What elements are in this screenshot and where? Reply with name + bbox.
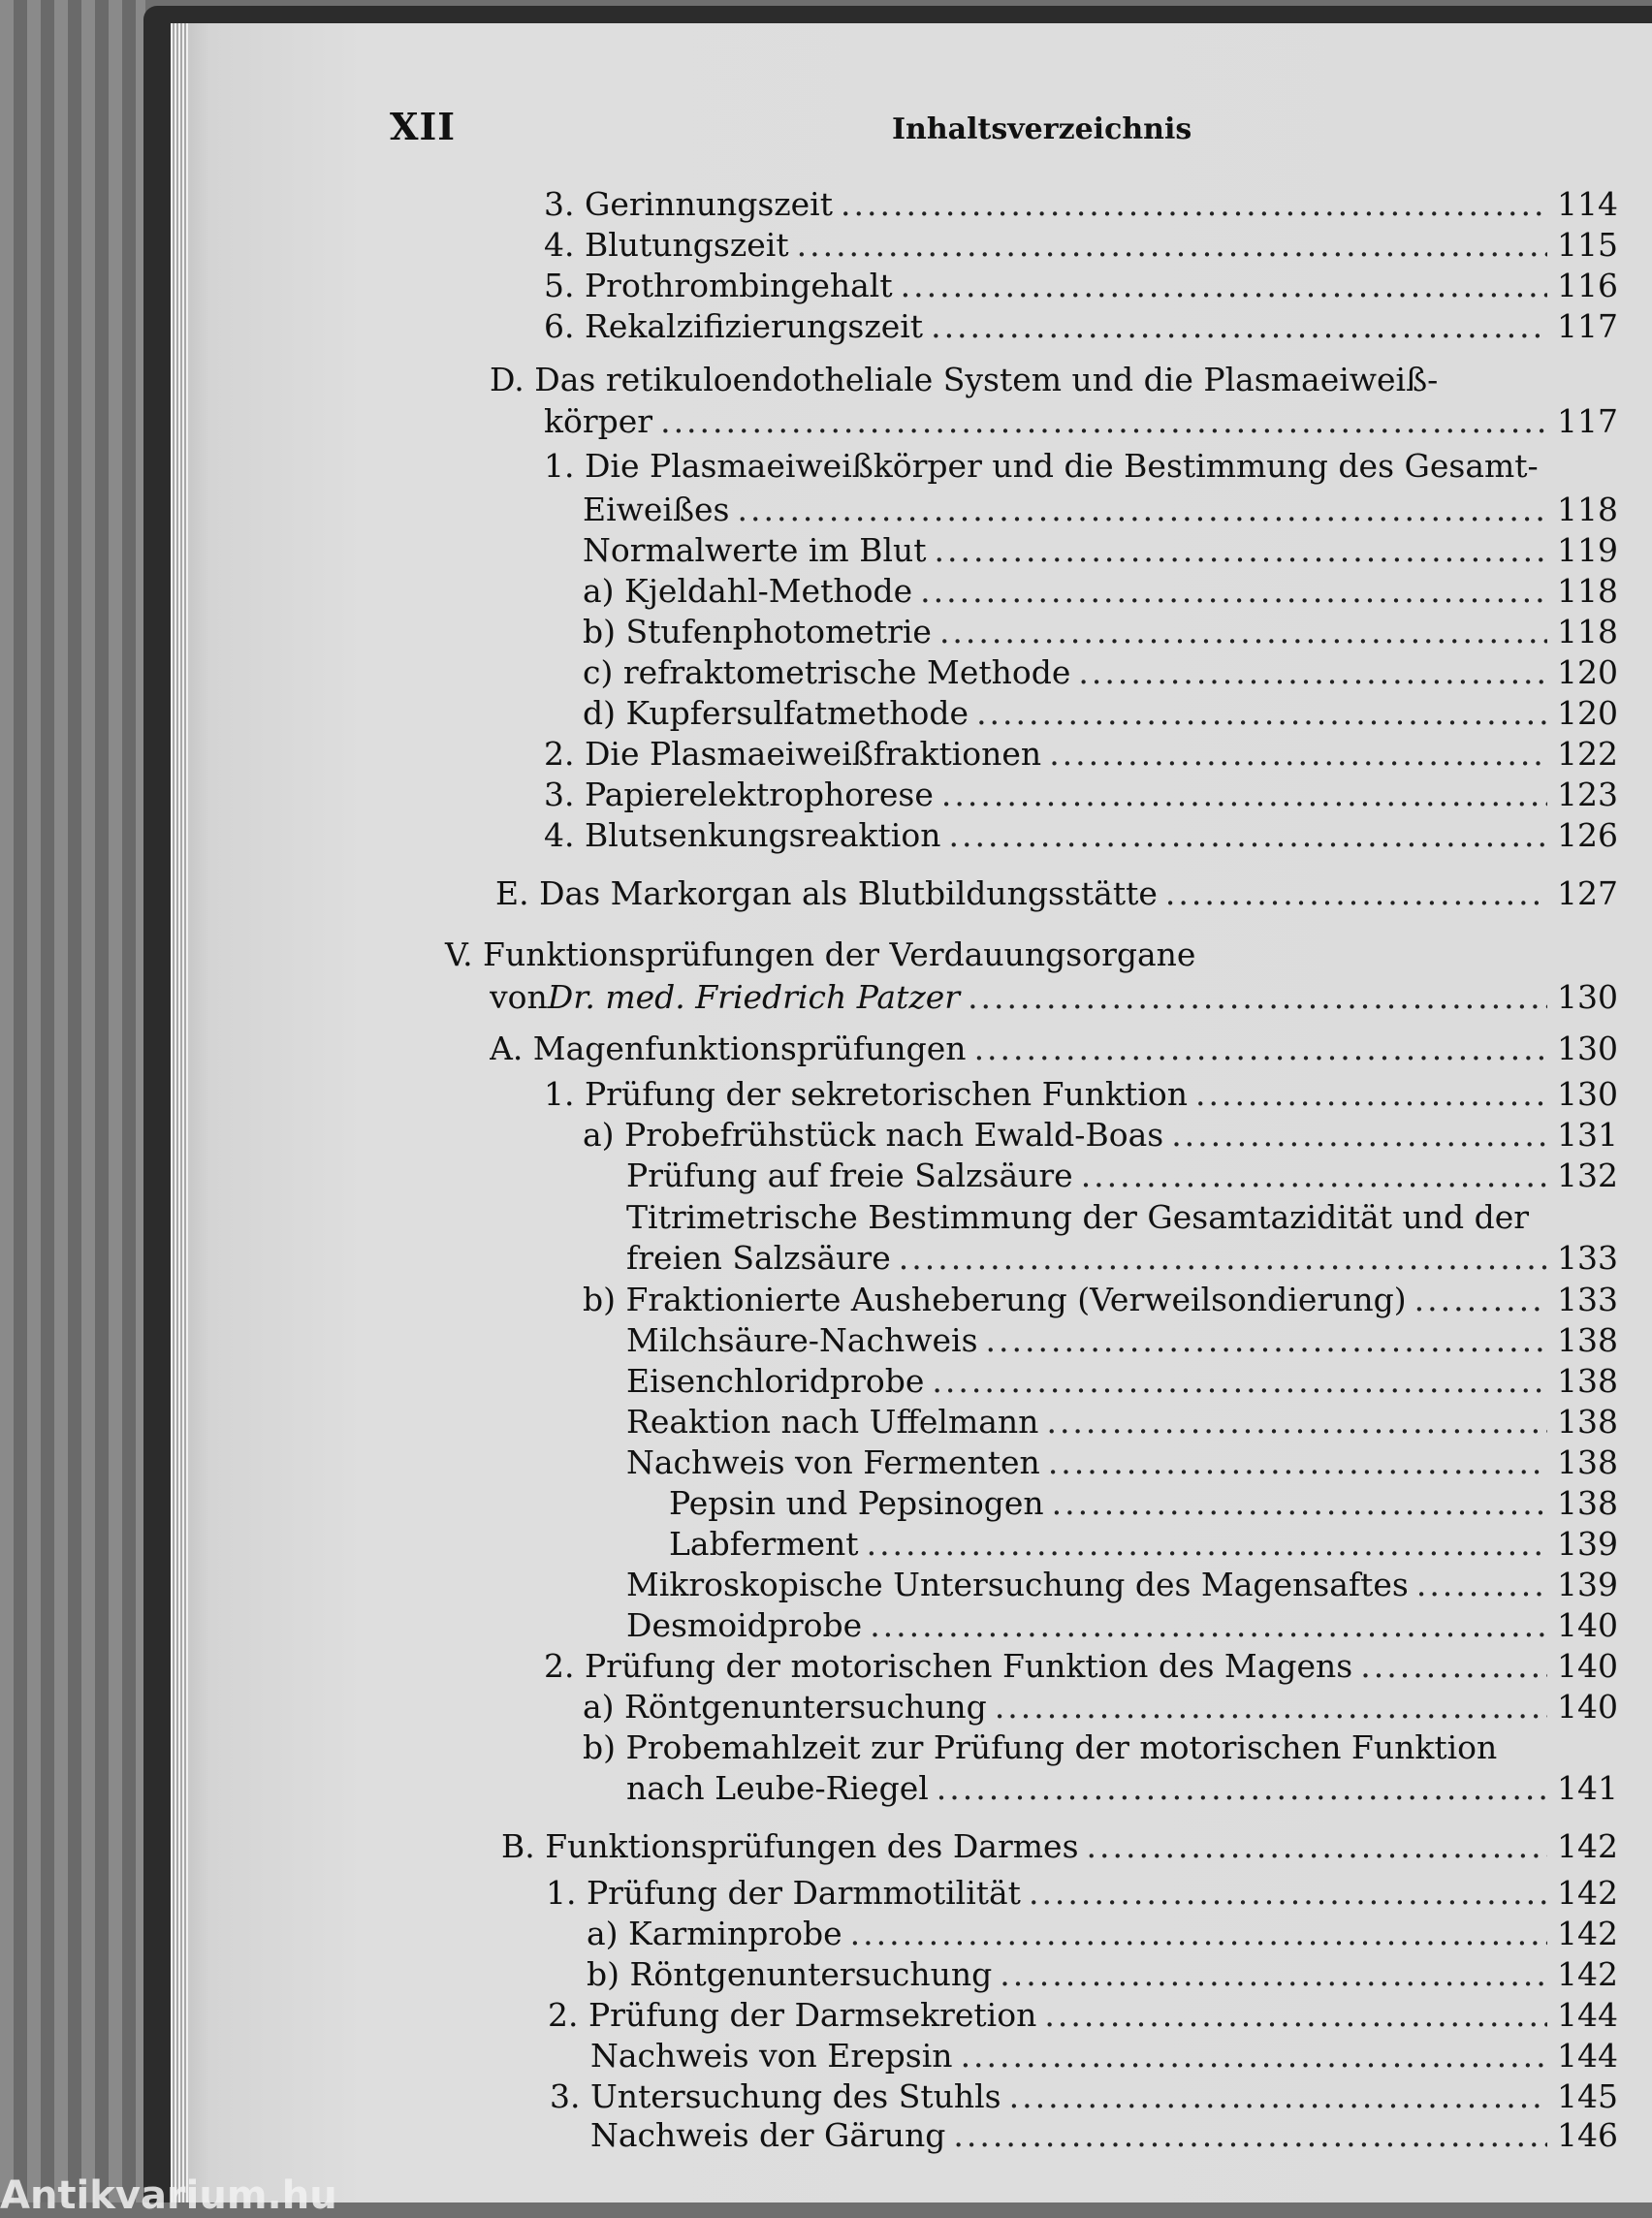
- dot-leader: [850, 1914, 1547, 1954]
- dot-leader: [968, 977, 1547, 1018]
- dot-leader: [949, 815, 1548, 856]
- toc-entry: [626, 1605, 1618, 1646]
- dot-leader: [953, 2115, 1547, 2156]
- toc-entry-page: 139: [1557, 1566, 1618, 1603]
- toc-entry-page: 115: [1557, 226, 1618, 264]
- dot-leader: [1081, 1156, 1547, 1196]
- page-number: XII: [390, 105, 457, 148]
- toc-entry-page: 130: [1557, 1075, 1618, 1113]
- toc-entry-title: 2. Prüfung der motorischen Funktion des Magens: [544, 1647, 1353, 1685]
- toc-entry-page: 130: [1557, 978, 1618, 1016]
- toc-entry: [583, 1280, 1618, 1320]
- toc-entry: [544, 266, 1618, 306]
- toc-chapter-heading: V. Funktionsprüfungen der Verdauungsorgane: [445, 935, 1196, 973]
- dot-leader: [1078, 652, 1547, 693]
- toc-entry-page: 144: [1557, 2037, 1618, 2075]
- toc-entry: [583, 1687, 1618, 1727]
- toc-entry: [546, 1873, 1618, 1914]
- toc-entry-title: 1. Prüfung der sekretorischen Funktion: [544, 1075, 1188, 1113]
- toc-entry-page: 120: [1557, 653, 1618, 691]
- toc-entry: [626, 1238, 1618, 1279]
- toc-entry: [590, 2036, 1618, 2076]
- toc-entry: [626, 1361, 1618, 1402]
- toc-entry: [544, 815, 1618, 856]
- toc-entry: [548, 1995, 1618, 2036]
- dot-leader: [1000, 1954, 1547, 1995]
- dot-leader: [1171, 1115, 1547, 1156]
- toc-entry: [583, 571, 1618, 612]
- toc-entry-title: c) refraktometrische Methode: [583, 653, 1071, 691]
- toc-entry-title: 2. Die Plasmaeiweißfraktionen: [544, 735, 1042, 773]
- toc-entry-title: 6. Rekalzifizierungszeit: [544, 307, 924, 345]
- toc-entry: [544, 306, 1618, 347]
- running-title: Inhaltsverzeichnis: [892, 112, 1192, 146]
- toc-section-entry: [501, 1826, 1618, 1867]
- dot-leader: [920, 571, 1547, 612]
- dot-leader: [1044, 1995, 1547, 2036]
- toc-entry-title: a) Probefrühstück nach Ewald-Boas: [583, 1116, 1164, 1154]
- toc-entry-page: 118: [1557, 613, 1618, 650]
- toc-entry-page: 141: [1557, 1769, 1618, 1807]
- toc-entry-title: a) Röntgenuntersuchung: [583, 1688, 987, 1726]
- dot-leader: [961, 2036, 1547, 2076]
- toc-entry-title: b) Fraktionierte Ausheberung (Verweilsondierung): [583, 1281, 1407, 1318]
- toc-author-prefix: von: [490, 978, 548, 1016]
- toc-entry-page: 131: [1557, 1116, 1618, 1154]
- toc-entry: [544, 401, 1618, 442]
- toc-entry-title: 1. Prüfung der Darmmotilität: [546, 1874, 1021, 1912]
- toc-entry: [587, 1954, 1618, 1995]
- dot-leader: [1048, 1442, 1547, 1483]
- toc-entry: [544, 184, 1618, 225]
- toc-author-line: [490, 977, 1618, 1018]
- dot-leader: [995, 1687, 1547, 1727]
- toc-entry-title: Prüfung auf freie Salzsäure: [626, 1157, 1073, 1194]
- toc-entry-title-line: b) Probemahlzeit zur Prüfung der motorischen Funktion: [583, 1728, 1498, 1766]
- dot-leader: [1195, 1074, 1547, 1115]
- dot-leader: [797, 225, 1547, 266]
- dot-leader: [867, 1524, 1547, 1565]
- toc-entry-title: Eiweißes: [583, 491, 730, 528]
- toc-entry-title: Normalwerte im Blut: [583, 531, 927, 569]
- toc-entry: [626, 1320, 1618, 1361]
- toc-entry-title: Nachweis von Erepsin: [590, 2037, 953, 2075]
- dot-leader: [737, 490, 1547, 530]
- dot-leader: [870, 1605, 1547, 1646]
- toc-entry: [626, 1156, 1618, 1196]
- toc-entry-page: 138: [1557, 1443, 1618, 1481]
- toc-entry-page: 127: [1557, 874, 1618, 912]
- toc-section-entry: [490, 1029, 1618, 1069]
- toc-entry-page: 130: [1557, 1030, 1618, 1067]
- toc-entry-title: freien Salzsäure: [626, 1239, 891, 1277]
- toc-entry: [669, 1483, 1618, 1524]
- toc-entry-page: 126: [1557, 816, 1618, 854]
- toc-entry-page: 138: [1557, 1403, 1618, 1441]
- toc-entry: [583, 490, 1618, 530]
- toc-entry-page: 122: [1557, 735, 1618, 773]
- toc-entry: [626, 1565, 1618, 1605]
- toc-entry: [583, 693, 1618, 734]
- toc-entry: [544, 775, 1618, 815]
- toc-entry-title: 4. Blutungszeit: [544, 226, 789, 264]
- toc-entry-page: 120: [1557, 694, 1618, 732]
- toc-entry-page: 142: [1557, 1915, 1618, 1952]
- toc-entry-page: 116: [1557, 267, 1618, 304]
- toc-entry-title: 3. Papierelektrophorese: [544, 776, 934, 813]
- toc-entry-title: Nachweis der Gärung: [590, 2116, 946, 2154]
- dot-leader: [1087, 1826, 1547, 1867]
- toc-entry-page: 117: [1557, 402, 1618, 440]
- toc-entry-title: 2. Prüfung der Darmsekretion: [548, 1996, 1037, 2034]
- toc-entry-page: 132: [1557, 1157, 1618, 1194]
- toc-entry-page: 142: [1557, 1874, 1618, 1912]
- dot-leader: [901, 266, 1547, 306]
- dot-leader: [937, 1768, 1547, 1809]
- toc-entry-title: d) Kupfersulfatmethode: [583, 694, 969, 732]
- dot-leader: [899, 1238, 1547, 1279]
- toc-entry-title: 3. Untersuchung des Stuhls: [550, 2077, 1001, 2115]
- toc-entry-page: 145: [1557, 2077, 1618, 2115]
- dot-leader: [841, 184, 1547, 225]
- toc-entry: [550, 2076, 1618, 2117]
- toc-entry: [544, 225, 1618, 266]
- toc-entry-title: 5. Prothrombingehalt: [544, 267, 893, 304]
- toc-entry-title: B. Funktionsprüfungen des Darmes: [501, 1827, 1079, 1865]
- toc-section-entry: [495, 873, 1618, 914]
- toc-entry-page: 144: [1557, 1996, 1618, 2034]
- dot-leader: [941, 775, 1547, 815]
- toc-entry-page: 118: [1557, 572, 1618, 610]
- toc-entry-title: A. Magenfunktionsprüfungen: [490, 1030, 967, 1067]
- toc-entry: [544, 1646, 1618, 1687]
- toc-entry: [583, 1115, 1618, 1156]
- toc-entry-page: 133: [1557, 1239, 1618, 1277]
- toc-entry-title: Eisenchloridprobe: [626, 1362, 925, 1400]
- toc-entry-page: 139: [1557, 1525, 1618, 1563]
- toc-entry-page: 138: [1557, 1484, 1618, 1522]
- toc-entry-title: Milchsäure-Nachweis: [626, 1321, 978, 1359]
- toc-entry: [583, 652, 1618, 693]
- dot-leader: [1165, 873, 1547, 914]
- toc-entry-title: a) Karminprobe: [587, 1915, 842, 1952]
- toc-entry-title: Labferment: [669, 1525, 859, 1563]
- dot-leader: [976, 693, 1547, 734]
- toc-entry-page: 118: [1557, 491, 1618, 528]
- toc-entry: [587, 1914, 1618, 1954]
- toc-entry-title: körper: [544, 402, 653, 440]
- toc-entry-title-line: Titrimetrische Bestimmung der Gesamtazidität und der: [626, 1198, 1529, 1236]
- dot-leader: [932, 1361, 1547, 1402]
- dot-leader: [1360, 1646, 1547, 1687]
- toc-entry: [626, 1768, 1618, 1809]
- toc-entry-title: Desmoidprobe: [626, 1606, 863, 1644]
- toc-entry-title: a) Kjeldahl-Methode: [583, 572, 913, 610]
- toc-entry-page: 146: [1557, 2116, 1618, 2154]
- toc-entry-title: nach Leube-Riegel: [626, 1769, 929, 1807]
- dot-leader: [1414, 1280, 1547, 1320]
- toc-entry: [626, 1442, 1618, 1483]
- dot-leader: [1049, 734, 1547, 775]
- toc-entry-title: Pepsin und Pepsinogen: [669, 1484, 1044, 1522]
- toc-entry: [583, 612, 1618, 652]
- toc-entry-title: Nachweis von Fermenten: [626, 1443, 1040, 1481]
- toc-entry: [544, 734, 1618, 775]
- toc-entry-page: 142: [1557, 1827, 1618, 1865]
- toc-entry-title: b) Röntgenuntersuchung: [587, 1955, 993, 1993]
- dot-leader: [1416, 1565, 1547, 1605]
- toc-entry-title: b) Stufenphotometrie: [583, 613, 932, 650]
- toc-section-heading: D. Das retikuloendotheliale System und die Plasmaeiweiß-: [490, 361, 1439, 398]
- dot-leader: [660, 401, 1547, 442]
- toc-entry: [669, 1524, 1618, 1565]
- toc-entry-title: Reaktion nach Uffelmann: [626, 1403, 1039, 1441]
- dot-leader: [1009, 2076, 1547, 2117]
- toc-entry-page: 138: [1557, 1321, 1618, 1359]
- watermark: Antikvarium.hu: [0, 2173, 337, 2218]
- dot-leader: [935, 530, 1547, 571]
- toc-entry: [590, 2115, 1618, 2156]
- dot-leader: [1046, 1402, 1547, 1442]
- toc-subheading: 1. Die Plasmaeiweißkörper und die Bestimmung des Gesamt-: [544, 447, 1539, 485]
- toc-entry-page: 119: [1557, 531, 1618, 569]
- dot-leader: [1029, 1873, 1547, 1914]
- dot-leader: [1052, 1483, 1547, 1524]
- toc-entry-page: 133: [1557, 1281, 1618, 1318]
- dot-leader: [931, 306, 1547, 347]
- toc-entry-page: 140: [1557, 1647, 1618, 1685]
- toc-entry: [626, 1402, 1618, 1442]
- toc-entry-title: E. Das Markorgan als Blutbildungsstätte: [495, 874, 1158, 912]
- dot-leader: [986, 1320, 1547, 1361]
- toc-entry: [544, 1074, 1618, 1115]
- dot-leader: [939, 612, 1547, 652]
- toc-entry-page: 123: [1557, 776, 1618, 813]
- toc-author-name: Dr. med. Friedrich Patzer: [547, 978, 961, 1016]
- toc-entry-title: 4. Blutsenkungsreaktion: [544, 816, 941, 854]
- toc-entry-page: 140: [1557, 1606, 1618, 1644]
- toc-entry-page: 140: [1557, 1688, 1618, 1726]
- toc-entry: [583, 530, 1618, 571]
- toc-entry-title: Mikroskopische Untersuchung des Magensaftes: [626, 1566, 1409, 1603]
- toc-entry-page: 114: [1557, 185, 1618, 223]
- toc-entry-page: 142: [1557, 1955, 1618, 1993]
- toc-entry-title: 3. Gerinnungszeit: [544, 185, 833, 223]
- dot-leader: [974, 1029, 1547, 1069]
- toc-entry-page: 138: [1557, 1362, 1618, 1400]
- toc-entry-page: 117: [1557, 307, 1618, 345]
